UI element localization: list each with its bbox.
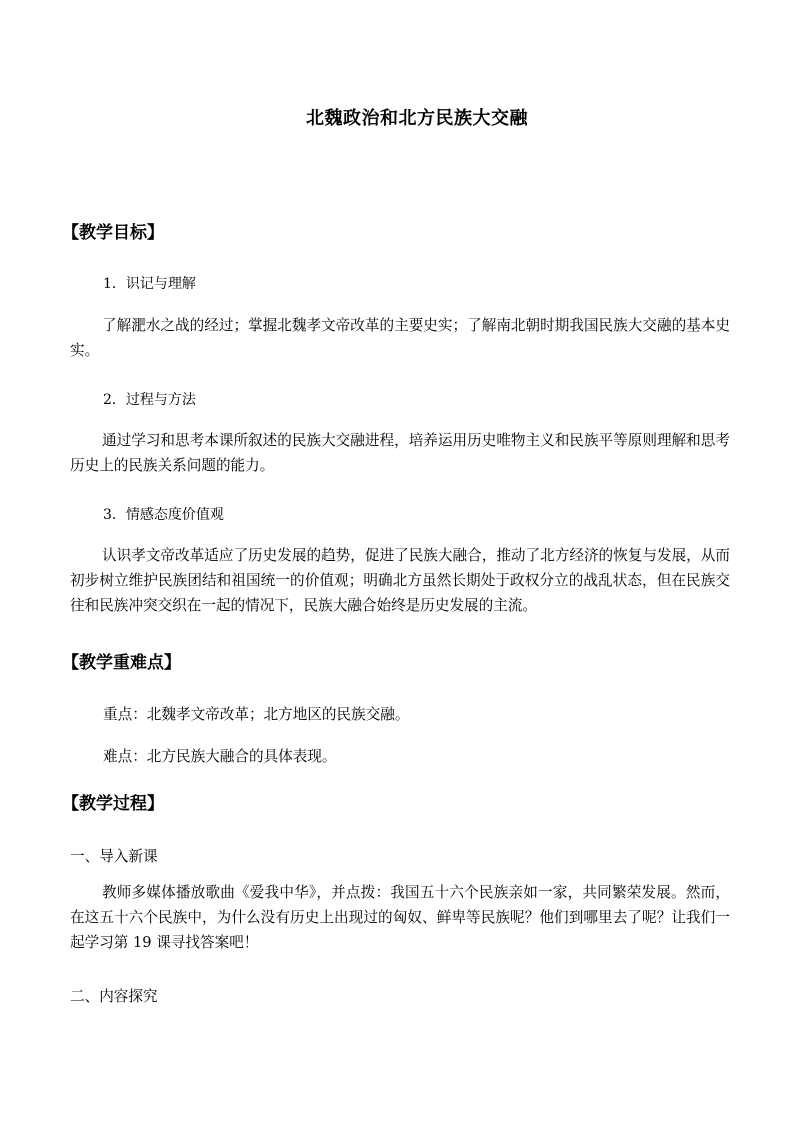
process-part1-label: 一、导入新课 (70, 848, 158, 865)
process-part1-text: 教师多媒体播放歌曲《爱我中华》，并点拨：我国五十六个民族亲如一家，共同繁荣发展。然而，在这五十六个民族中，为什么没有历史上出现过的匈奴、鲜卑等民族呢？他们到哪里去了呢？让我们一起学习第 19 课寻找答案吧！ (70, 884, 730, 951)
goal-text-2: 通过学习和思考本课所叙述的民族大交融进程，培养运用历史唯物主义和民族平等原则理解和思考历史上的民族关系问题的能力。 (70, 432, 730, 474)
goal-label-2: 2．过程与方法 (103, 392, 196, 408)
goal-text-3: 认识孝文帝改革适应了历史发展的趋势，促进了民族大融合，推动了北方经济的恢复与发展，从而初步树立维护民族团结和祖国统一的价值观；明确北方虽然长期处于政权分立的战乱状态，但在民族交往和民族冲突交织在一起的情况下，民族大融合始终是历史发展的主流。 (70, 547, 730, 614)
goal-label-3: 3．情感态度价值观 (103, 507, 224, 523)
key-point-text: 重点：北魏孝文帝改革；北方地区的民族交融。 (103, 706, 410, 723)
section-heading-goals: 【教学目标】 (62, 223, 164, 243)
section-heading-key-points: 【教学重难点】 (62, 653, 181, 673)
goal-label-1: 1．识记与理解 (103, 276, 196, 292)
difficulty-text: 难点：北方民族大融合的具体表现。 (103, 748, 337, 765)
document-title: 北魏政治和北方民族大交融 (306, 108, 528, 129)
section-heading-process: 【教学过程】 (62, 794, 164, 814)
goal-text-1: 了解淝水之战的经过；掌握北魏孝文帝改革的主要史实；了解南北朝时期我国民族大交融的基本史实。 (70, 317, 730, 359)
process-part2-label: 二、内容探究 (70, 988, 158, 1005)
